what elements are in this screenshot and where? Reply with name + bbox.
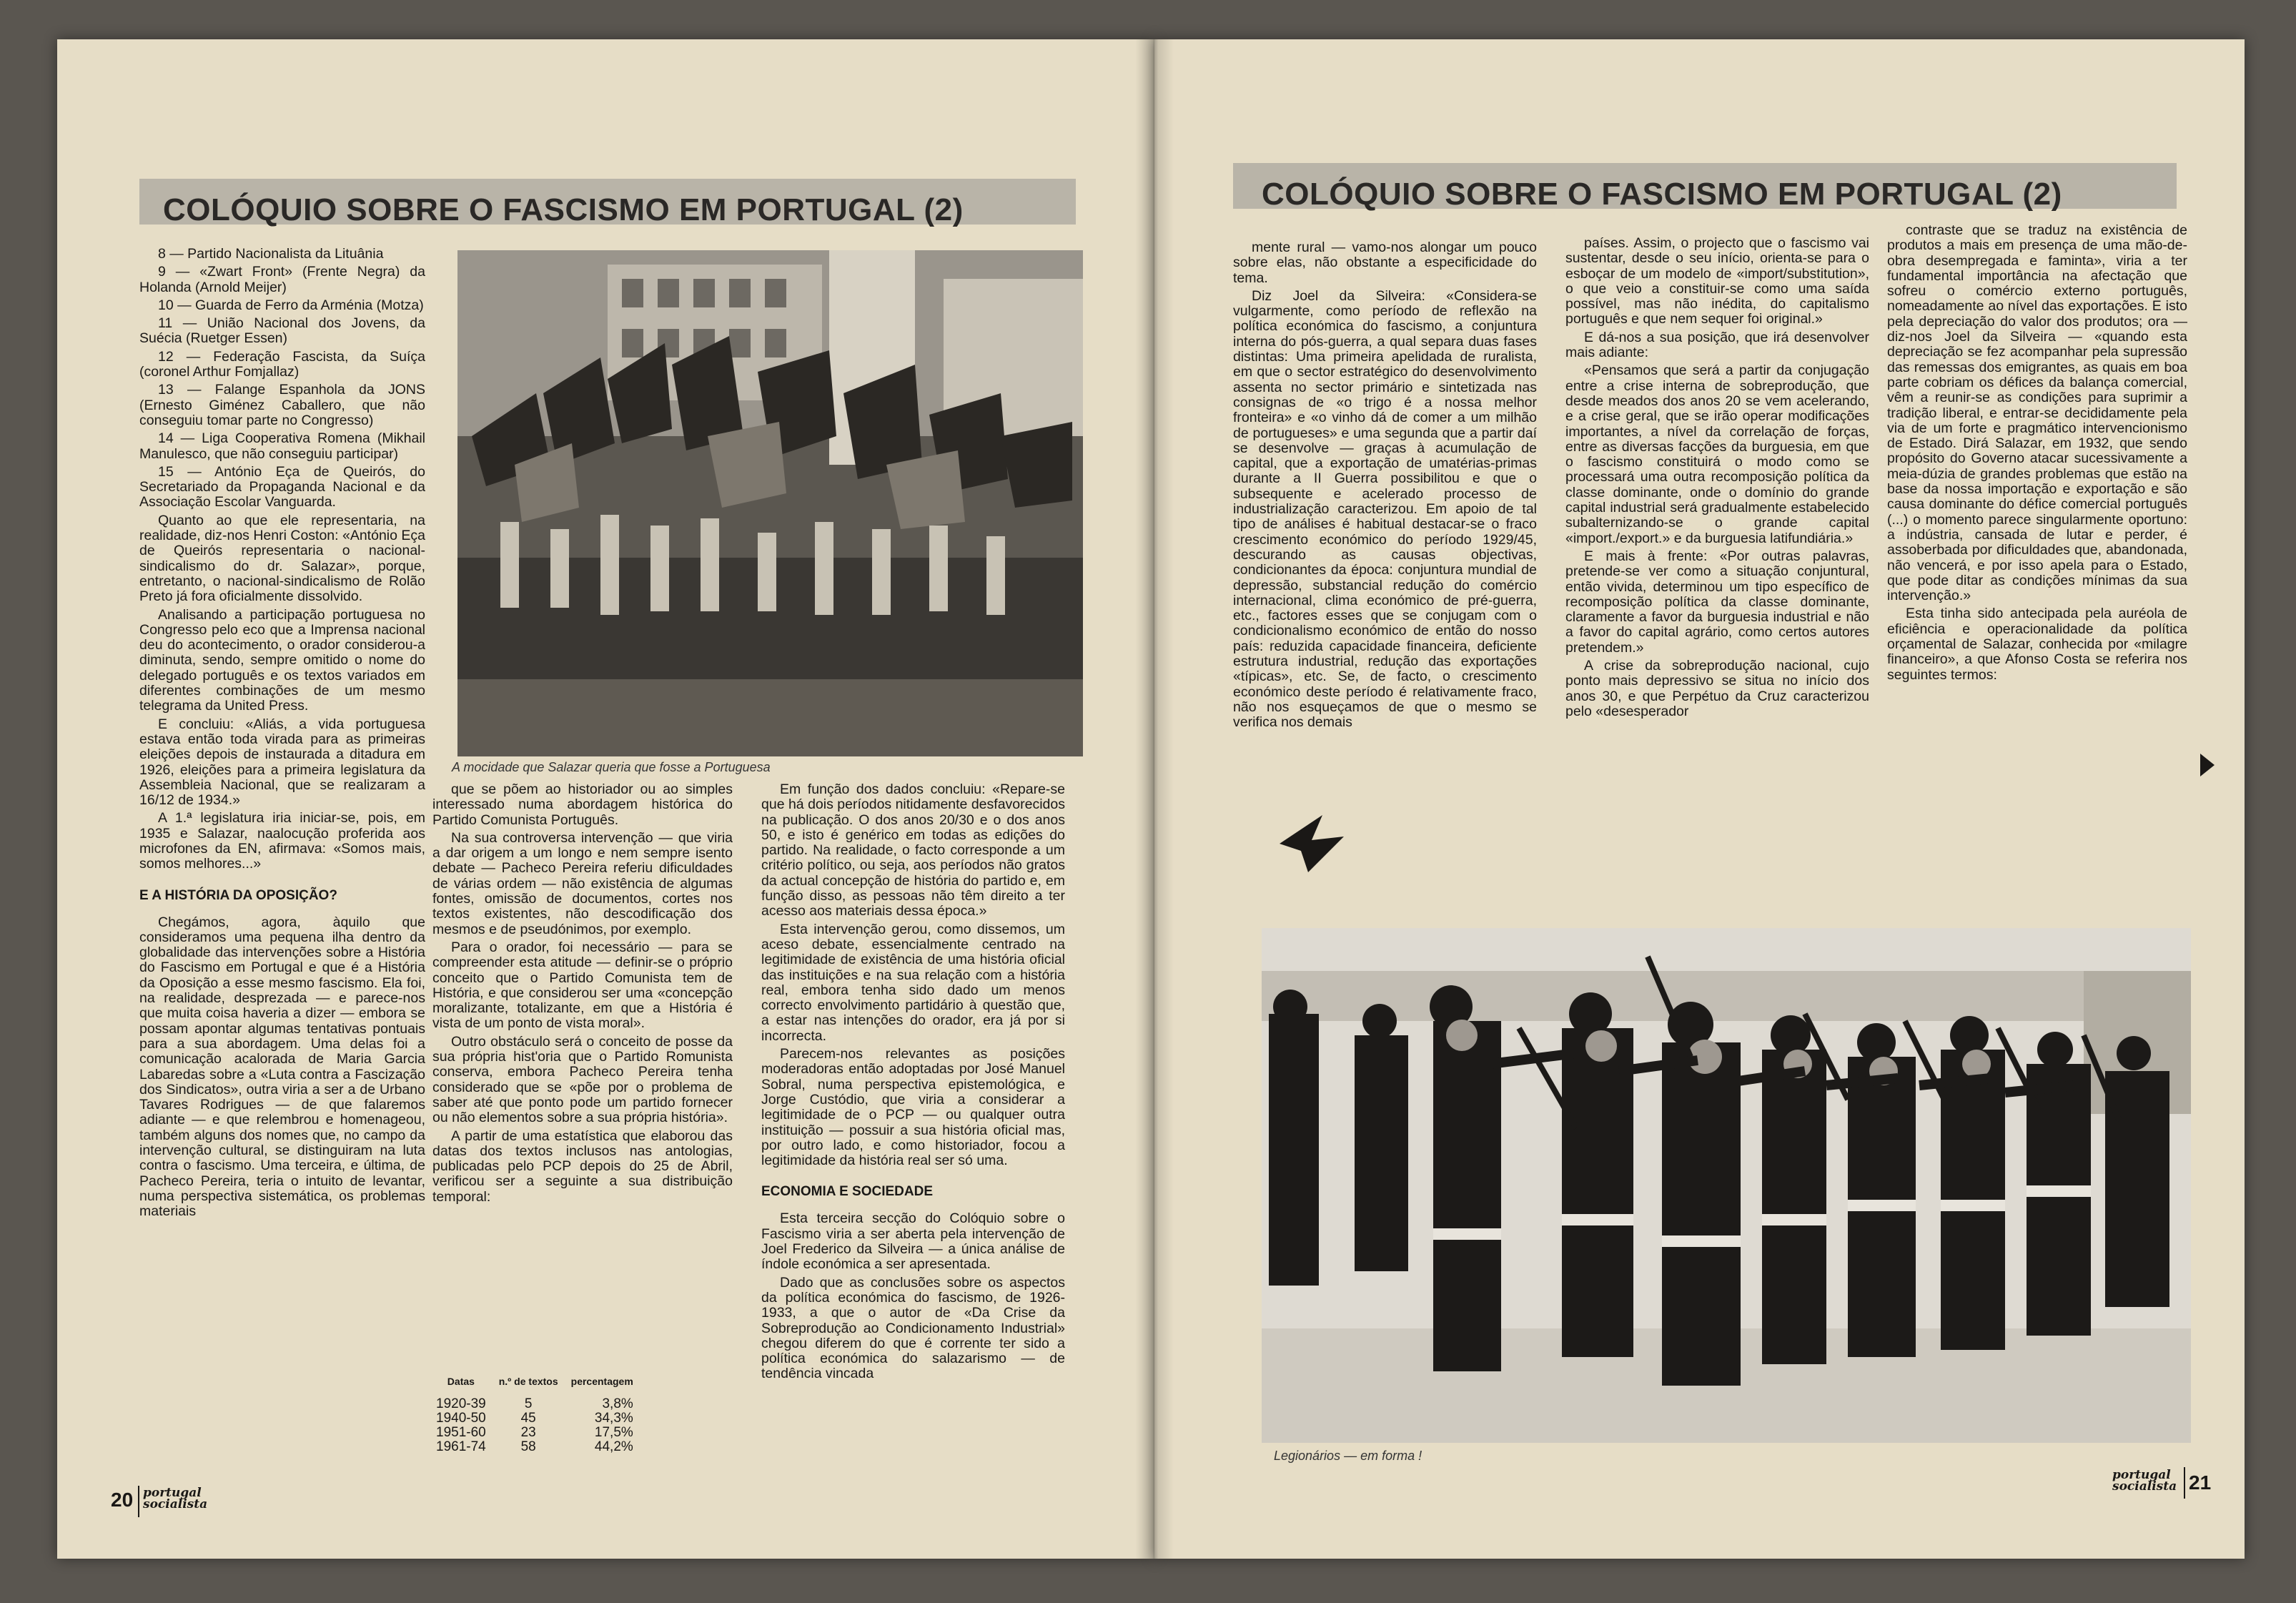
- table-row: [436, 1426, 646, 1440]
- left-column-1: [139, 247, 425, 1471]
- table-cell: 17,5%: [594, 1425, 633, 1440]
- paragraph: 12 — Federação Fascista, da Suíça (coronel Arthur Fomjallaz): [139, 348, 425, 380]
- table-row: [436, 1397, 646, 1411]
- table-cell: 1951-60: [436, 1425, 486, 1440]
- table-cell: 44,2%: [594, 1439, 633, 1454]
- table-cell: 58: [520, 1439, 536, 1454]
- table-cell: 45: [520, 1411, 536, 1426]
- left-column-2: [432, 782, 733, 1340]
- paragraph: Esta tinha sido antecipada pela auréola de eficiência e operacionalidade da política orçamental de Salazar, conhecida por «milagre financeiro», a que Afonso Costa se referira nos seguintes termos:: [1887, 606, 2187, 683]
- paragraph: mente rural — vamo-nos alongar um pouco sobre elas, não obstante a especificidade do tema.: [1233, 240, 1537, 286]
- table-cell: 23: [520, 1425, 536, 1440]
- table-cell: 1940-50: [436, 1411, 486, 1426]
- left-page-number: 20: [111, 1489, 134, 1511]
- table-cell: 1920-39: [436, 1396, 486, 1411]
- paragraph: Dado que as conclusões sobre os aspectos da política económica do fascismo, de 1926-1933, a que o autor de «Da Crise da Sobreprodução ao Condicionamento Industrial» chegou diferem do que é corrente ter sido a política económica do salazarismo — de tendência vincada: [761, 1274, 1065, 1382]
- table-cell: 5: [524, 1396, 533, 1411]
- paragraph: 11 — União Nacional dos Jovens, da Suécia (Ruetger Essen): [139, 315, 425, 347]
- left-photo: [457, 250, 1083, 756]
- paragraph: 13 — Falange Espanhola da JONS (Ernesto Giménez Caballero, que não conseguiu tomar parte no Congresso): [139, 382, 425, 428]
- paragraph: Analisando a participação portuguesa no Congresso pelo eco que a Imprensa nacional deu do acontecimento, o orador considerou-a diminuta, sendo, sempre omitido o nome do delegado português e os textos variados em diferentes combinações de um mesmo telegrama da United Press.: [139, 606, 425, 714]
- table-cell: 1961-74: [436, 1439, 486, 1454]
- paragraph: E dá-nos a sua posição, que irá desenvolver mais adiante:: [1565, 329, 1869, 361]
- paragraph: Outro obstáculo será o conceito de posse da sua própria hist'oria que o Partido Romunista conserva, embora Pacheco Pereira tenha considerado que se «põe por o problema de saber até que ponto pode um partido fornecer ou não elementos sobre a sua própria história».: [432, 1033, 733, 1126]
- paragraph: Diz Joel da Silveira: «Considera-se vulgarmente, como período de reflexão na política económica do fascismo, a conjuntura interna do pós-guerra, a qual separa duas fases distintas: Uma primeira apelidada de ruralista, em que o sector estratégico do desenvolvimento assenta no sector primário e sintetizada nas consignas de «o trigo é a nossa melhor fronteira» e «o vinho dá de comer a um milhão de portugueses» e uma segunda que a partir daí se desenvolve — graças à acumulação de capital, que a exportação de umatérias-primas durante a II Guerra possibilitou e que o subsequente e acelerado processo de industrialização caracterizou. Em apoio de tal tipo de análises é habitual destacar-se o fraco crescimento económico do período 1929/45, descurando as causas objectivas, condicionantes da época: conjuntura mundial de depressão, substancial redução do comércio internacional, clima económico de pré-guerra, etc., factores esses que se conjugam com o condicionalismo económico de então do nosso país: reduzida capacidade financeira, deficiente estrutura industrial, redução das exportações «típicas», etc. Se, de facto, o crescimento económico deste período é relativamente fraco, não nos esqueçamos de que o mesmo se verifica nos demais: [1233, 287, 1537, 731]
- paragraph: A 1.ª legislatura iria iniciar-se, pois, em 1935 e Salazar, naalocução proferida aos microfones da EN, afirmava: «Somos mais, somos melhores...»: [139, 810, 425, 872]
- paragraph: Na sua controversa intervenção — que viria a dar origem a um longo e nem sempre isento debate — Pacheco Pereira referiu dificuldades de várias ordem — não existência de algumas fontes, omissão de documentos, cortes nos textos existentes, não descodificação dos mesmos e de pseudónimos, por exemplo.: [432, 829, 733, 937]
- paragraph: E concluiu: «Aliás, a vida portuguesa estava então toda virada para as primeiras eleições depois de instaurada a ditadura em 1926, eleições para a primeira legislatura da Assembleia Nacional, que se realizaram a 16/12 de 1934.»: [139, 716, 425, 809]
- continue-arrow-icon: [2200, 754, 2215, 776]
- paragraph: Em função dos dados concluiu: «Repare-se que há dois períodos nitidamente desfavorecidos na publicação. O dos anos 20/30 e o dos anos 50, e isto é genérico em todas as edições do partido. Na realidade, o facto corresponde a um critério político, ou seja, aos períodos não gratos da actual concepção de história do partido e, em função disso, as pessoas não têm direito a ter acesso aos materiais dessa época.»: [761, 782, 1065, 919]
- left-section-heading: E A HISTÓRIA DA OPOSIÇÃO?: [139, 887, 337, 903]
- table-header-percent: percentagem: [570, 1376, 633, 1387]
- right-title: COLÓQUIO SOBRE O FASCISMO EM PORTUGAL (2): [1262, 177, 2062, 212]
- table-row: [436, 1411, 646, 1426]
- logo-line-1: portugal: [2112, 1468, 2171, 1482]
- right-column-1: [1233, 240, 1537, 812]
- paragraph: Para o orador, foi necessário — para se compreender esta atitude — definir-se o próprio conceito que o Partido Comunista tem de História, e que considerou ser uma «concepção moralizante, totalizante, em que a História é vista de um ponto de vista moral».: [432, 939, 733, 1032]
- page-fold: [1135, 39, 1174, 1559]
- right-column-2: [1565, 236, 1869, 801]
- paragraph: 9 — «Zwart Front» (Frente Negra) da Holanda (Arnold Meijer): [139, 264, 425, 295]
- right-photo-caption: Legionários — em forma !: [1274, 1449, 1422, 1463]
- right-footer-rule: [2184, 1467, 2185, 1499]
- paragraph: que se põem ao historiador ou ao simples interessado numa abordagem histórica do Partido Comunista Português.: [432, 782, 733, 828]
- paragraph: A crise da sobreprodução nacional, cujo ponto mais depressivo se situa no início dos anos 30, e que Perpétuo da Cruz caracterizou pelo «desesperador: [1565, 658, 1869, 719]
- flag-fragment-icon: [1280, 815, 1344, 872]
- right-photo: [1262, 928, 2191, 1443]
- paragraph: 10 — Guarda de Ferro da Arménia (Motza): [158, 297, 424, 313]
- table-cell: 3,8%: [602, 1396, 633, 1411]
- table-row: [436, 1440, 646, 1454]
- logo-line-2: socialista: [2112, 1479, 2177, 1494]
- paragraph: E mais à frente: «Por outras palavras, pretende-se ver como a situação conjuntural, então vivida, determinou um tipo específico de recomposição política da classe dominante, claramente a favor da burguesia industrial e não a favor do capital agrário, como certos autores pretendem.»: [1565, 548, 1869, 656]
- logo-line-1: portugal: [143, 1486, 202, 1500]
- paragraph: A partir de uma estatística que elaborou das datas dos textos inclusos nas antologias, publicadas pelo PCP depois do 25 de Abril, verificou ser a seguinte a sua distribuição temporal:: [432, 1128, 733, 1205]
- right-column-3: [1887, 223, 2187, 788]
- paragraph: 8 — Partido Nacionalista da Lituânia: [158, 247, 384, 262]
- table-header-dates: Datas: [447, 1376, 475, 1387]
- left-footer-rule: [138, 1486, 139, 1517]
- paragraph: 15 — António Eça de Queirós, do Secretariado da Propaganda Nacional e da Associação Escolar Vanguarda.: [139, 463, 425, 511]
- table-cell: 34,3%: [594, 1411, 633, 1426]
- paragraph: Parecem-nos relevantes as posições moderadoras então adoptadas por José Manuel Sobral, numa perspectiva epistemológica, e Jorge Custódio, que viria a considerar a legitimidade de o PCP — ou qualquer outra instituição — possuir a sua história oficial mas, por outro lado, e como historiador, focou a legitimidade da história real ser só uma.: [761, 1046, 1065, 1169]
- table-header-count: n.º de textos: [498, 1376, 558, 1387]
- left-section-heading-2: ECONOMIA E SOCIEDADE: [761, 1184, 933, 1200]
- paragraph: contraste que se traduz na existência de produtos a mais em presença de uma mão-de-obra desempregada e faminta», viria a ter fundamental importância na afectação que sofreu o comércio externo português, nomeadamente ao nível das exportações. E isto pela depreciação do valor dos produtos; ora — diz-nos Joel da Silveira — «quando esta depreciação se fez acompanhar pela supressão das remessas dos emigrantes, as quais em boa parte cobriam os défices da balança comercial, vêm a reunir-se as condições para suprimir a tradição liberal, e entrar-se decididamente pela via de um forte e pragmático intervencionismo de Estado. Dirá Salazar, em 1932, que sendo propósito do Governo atacar sucessivamente a meia-dúzia de grandes problemas que estão na base da nossa importação e exportação e são causa dominante do défice comercial português (...) o momento parece singularmente oportuno: a indústria, cansada de lutar e perder, é assoberbada por dificuldades que, abandonada, não vencerá, e por isso apela para o Estado, que pode ditar as condições mínimas da sua intervenção.»: [1887, 223, 2187, 604]
- paragraph: Chegámos, agora, àquilo que consideramos uma pequena ilha dentro da globalidade das intervenções sobre a História do Fascismo em Portugal e que é a História da Oposição a esse mesmo fascismo. Ela foi, na realidade, desprezada — e parece-nos que muita coisa haveria a dizer — embora se possam apontar algumas tentativas pontuais para a sua abordagem. Uma delas foi a comunicação acalorada de Maria Garcia Labaredas sobre a «Luta contra a Fascização dos Sindicatos», outra viria a ser a de Urbano Tavares Rodrigues — de que falaremos adiante — e que relembrou e homenageou, também alguns dos nomes que, no campo da intervenção cultural, se distinguiram na luta contra o fascismo. Uma terceira, e última, de Pacheco Pereira, teria o intuito de levantar, numa perspectiva sistemática, os problemas materiais: [139, 914, 425, 1220]
- left-column-3: [761, 782, 1065, 1497]
- paragraph: Esta intervenção gerou, como dissemos, um aceso debate, essencialmente centrado na legitimidade de existência de uma história oficial das instituições e na sua relação com a história real, embora tenha sido dado um menos correcto envolvimento partidário à questão que, a estar nas intenções do orador, era já por si incorrecta.: [761, 921, 1065, 1044]
- left-magazine-logo: [143, 1487, 207, 1510]
- right-magazine-logo: [2112, 1469, 2177, 1492]
- paragraph: «Pensamos que será a partir da conjugação entre a crise interna de sobreprodução, que desde meados dos anos 20 se vem acelerando, e a crise geral, que se irão operar modificações importantes, a nível da correlação de forças, entre as diversas facções da burguesia, em que o fascismo constituirá o modo como se processará uma outra recomposição política da classe dominante, onde o domínio do grande capital industrial será gradualmente estabelecido subalternizando-se o grande capital «import./export.» e da burguesia latifundiária.»: [1565, 362, 1869, 546]
- paragraph: Quanto ao que ele representaria, na realidade, diz-nos Henri Coston: «António Eça de Queirós representaria o nacional-sindicalismo do dr. Salazar», porque, entretanto, o nacional-sindicalismo de Rolão Preto já fora oficialmente dissolvido.: [139, 512, 425, 605]
- paragraph: Esta terceira secção do Colóquio sobre o Fascismo viria a ser aberta pela intervenção de Joel Frederico da Silveira — a única análise de índole económica a ser apresentada.: [761, 1210, 1065, 1273]
- logo-line-2: socialista: [143, 1497, 208, 1511]
- paragraph: 14 — Liga Cooperativa Romena (Mikhail Manulesco, que não conseguiu participar): [139, 430, 425, 462]
- right-page-number: 21: [2189, 1471, 2212, 1494]
- left-title: COLÓQUIO SOBRE O FASCISMO EM PORTUGAL (2): [163, 192, 964, 227]
- left-photo-caption: A mocidade que Salazar queria que fosse a Portuguesa: [452, 760, 771, 774]
- statistics-table-header: [436, 1376, 646, 1397]
- paragraph: países. Assim, o projecto que o fascismo vai sustentar, desde o seu início, orienta-se para o esboçar de um modelo de «import/substitution», o que veio a constituir-se como uma saída possível, mas não inédita, do capitalismo português e que nem sequer foi original.»: [1565, 236, 1869, 327]
- statistics-table: [436, 1376, 646, 1454]
